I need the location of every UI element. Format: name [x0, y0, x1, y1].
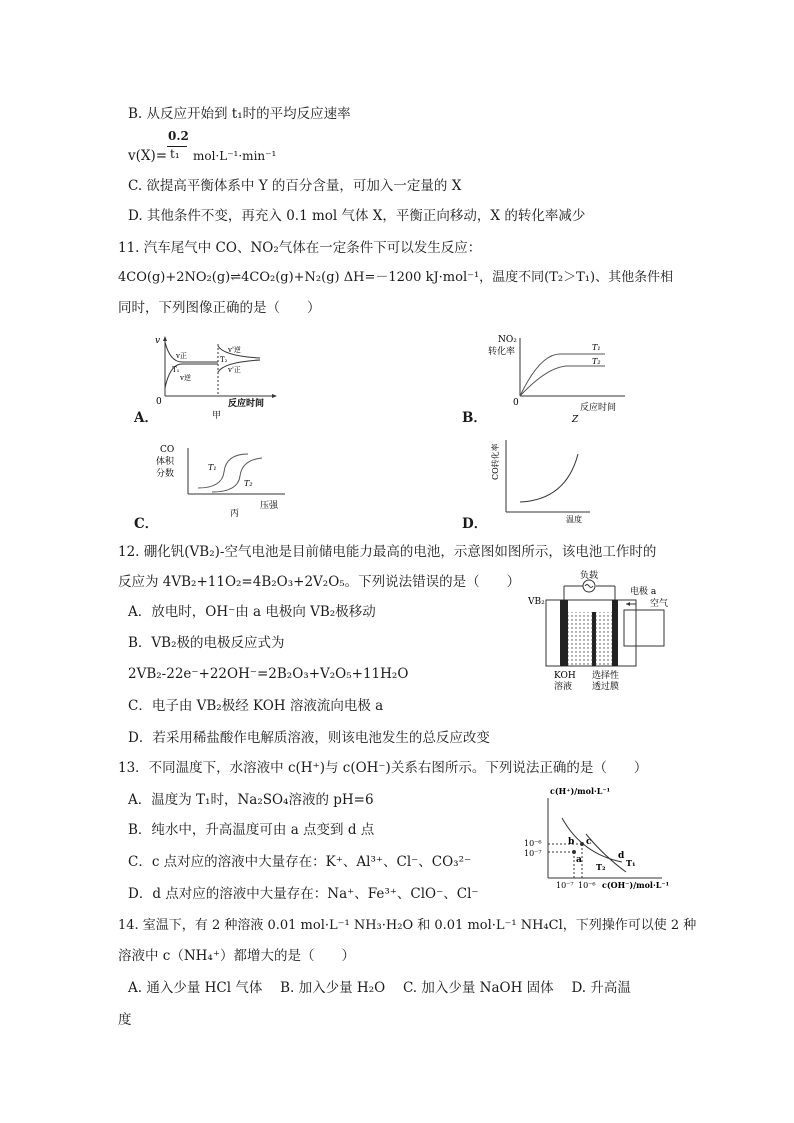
q11-figure-d: [486, 434, 596, 524]
q11-figure-b: [480, 330, 630, 426]
q11-a-c6: v'正: [228, 366, 241, 374]
q12-fig-koh2: 溶液: [554, 682, 573, 692]
q11-c-t2: T₂: [244, 479, 253, 488]
q11-stem-3: 同时，下列图像正确的是（ ）: [118, 300, 321, 316]
q13-fig-pc: c: [586, 837, 592, 847]
q11-figure-a-label: A．: [134, 410, 158, 426]
q13-fig-x1: 10⁻⁷: [556, 881, 574, 890]
q13-option-b: B．纯水中，升高温度可由 a 点变到 d 点: [128, 822, 375, 838]
q11-b-t2: T₂: [592, 357, 601, 366]
q13-fig-y1: 10⁻⁶: [524, 839, 542, 848]
q12-option-b-2: 2VB₂-22e⁻+22OH⁻=2B₂O₃+V₂O₅+11H₂O: [128, 666, 409, 682]
q11-c-ylabel3: 分数: [156, 469, 175, 479]
q13-fig-x2: 10⁻⁶: [578, 881, 596, 890]
q11-a-origin: 0: [156, 397, 162, 407]
q12-fig-air: 空气: [650, 599, 669, 609]
q12-fig-vb2: VB₂: [528, 597, 545, 607]
q12-fig-load: 负载: [580, 571, 599, 581]
q10-rate-unit: mol·L⁻¹·min⁻¹: [193, 149, 277, 163]
q12-option-a: A．放电时，OH⁻由 a 电极向 VB₂极移动: [128, 604, 376, 620]
q13-stem: 13．不同温度下，水溶液中 c(H⁺)与 c(OH⁻)关系右图所示。下列说法正确的是（ ）: [118, 760, 648, 776]
q11-figure-d-label: D．: [462, 516, 488, 532]
q11-c-xlabel: 压强: [260, 501, 279, 511]
q11-a-c1: v正: [176, 352, 187, 360]
q14-options: A. 通入少量 HCl 气体 B. 加入少量 H₂O C. 加入少量 NaOH 固体 D. 升高温: [128, 980, 631, 996]
q13-fig-pd: d: [618, 851, 625, 861]
q10-option-b: B. 从反应开始到 t₁时的平均反应速率: [128, 106, 351, 122]
q12-stem-1: 12. 硼化钒(VB₂)-空气电池是目前储电能力最高的电池，示意图如图所示，该电池工作时的: [118, 544, 657, 560]
q11-c-caption: 丙: [230, 509, 240, 519]
q12-stem-2: 反应为 4VB₂+11O₂=4B₂O₃+2V₂O₅。下列说法错误的是（ ）: [118, 574, 521, 590]
q13-option-c: C．c 点对应的溶液中大量存在：K⁺、Al³⁺、Cl⁻、CO₃²⁻: [128, 854, 472, 870]
q12-fig-electrode: 电极 a: [630, 587, 657, 597]
q11-a-c4: v'逆: [228, 346, 241, 354]
q13-fig-t2: T₂: [596, 862, 606, 872]
q14-options-wrap: 度: [118, 1012, 132, 1028]
q11-stem-2: 4CO(g)+2NO₂(g)⇌4CO₂(g)+N₂(g) ΔH=－1200 kJ·mol⁻¹，温度不同(T₂＞T₁)、其他条件相: [118, 270, 674, 285]
q11-a-caption: 甲: [212, 411, 222, 421]
q10-option-d: D. 其他条件不变，再充入 0.1 mol 气体 X，平衡正向移动，X 的转化率减少: [128, 208, 586, 224]
q10-option-b-rate: [128, 146, 167, 166]
q10-frac-numerator: 0.2: [168, 129, 189, 143]
q12-fig-mem2: 透过膜: [592, 682, 620, 692]
q11-figure-c-label: C．: [134, 516, 159, 532]
q12-fig-koh1: KOH: [554, 671, 576, 681]
q13-fig-t1: T₁: [626, 858, 636, 868]
q11-b-origin: 0: [513, 398, 519, 408]
q11-c-ylabel1: CO: [160, 445, 175, 455]
q11-figure-c: [150, 442, 290, 522]
q11-a-ylabel: v: [155, 336, 161, 346]
q10-frac-denominator: t₁: [170, 147, 180, 161]
q11-b-ylabel1: NO₂: [498, 335, 517, 345]
q11-a-c3: v逆: [180, 374, 191, 382]
q11-c-ylabel2: 体积: [156, 457, 175, 467]
q13-option-a: A．温度为 T₁时，Na₂SO₄溶液的 pH=6: [128, 792, 374, 808]
q11-d-ylabel: CO转化率: [491, 443, 500, 480]
q11-b-ylabel2: 转化率: [488, 347, 516, 357]
q11-figure-a: [150, 334, 280, 424]
q13-water-graph: [522, 786, 672, 896]
q12-fig-mem1: 选择性: [592, 671, 620, 681]
q13-fig-ylabel: c(H⁺)/mol·L⁻¹: [550, 786, 611, 796]
q11-figure-b-label: B．: [462, 410, 487, 426]
q12-option-d: D．若采用稀盐酸作电解质溶液，则该电池发生的总反应改变: [128, 730, 490, 746]
q11-a-xlabel: 反应时间: [228, 399, 265, 409]
q13-fig-y2: 10⁻⁷: [524, 849, 542, 858]
q11-a-c5: T₂: [220, 356, 228, 364]
q12-battery-figure: [526, 570, 686, 700]
q13-fig-pb: b: [568, 837, 575, 847]
q11-b-caption: Z: [572, 415, 579, 425]
q11-d-xlabel: 温度: [566, 515, 582, 524]
q11-stem-1: 11. 汽车尾气中 CO、NO₂气体在一定条件下可以发生反应：: [118, 240, 482, 256]
q11-b-t1: T₁: [592, 343, 601, 352]
q14-stem-2: 溶液中 c（NH₄⁺）都增大的是（ ）: [118, 948, 355, 964]
q11-a-c2: T₁: [172, 366, 180, 374]
q10-option-c: C. 欲提高平衡体系中 Y 的百分含量，可加入一定量的 X: [128, 178, 462, 194]
q11-b-xlabel: 反应时间: [580, 403, 617, 413]
q13-option-d: D．d 点对应的溶液中大量存在：Na⁺、Fe³⁺、ClO⁻、Cl⁻: [128, 886, 479, 902]
q12-option-b-1: B．VB₂极的电极反应式为: [128, 635, 285, 651]
q14-stem-1: 14. 室温下，有 2 种溶液 0.01 mol·L⁻¹ NH₃·H₂O 和 0.01 mol·L⁻¹ NH₄Cl，下列操作可以使 2 种: [118, 918, 697, 933]
q12-option-c: C．电子由 VB₂极经 KOH 溶液流向电极 a: [128, 698, 384, 714]
q10-rate-prefix: v(X)=: [128, 148, 168, 164]
q13-fig-pa: a: [576, 855, 582, 865]
q13-fig-xlabel: c(OH⁻)/mol·L⁻¹: [602, 880, 670, 890]
q11-c-t1: T₁: [208, 463, 217, 472]
